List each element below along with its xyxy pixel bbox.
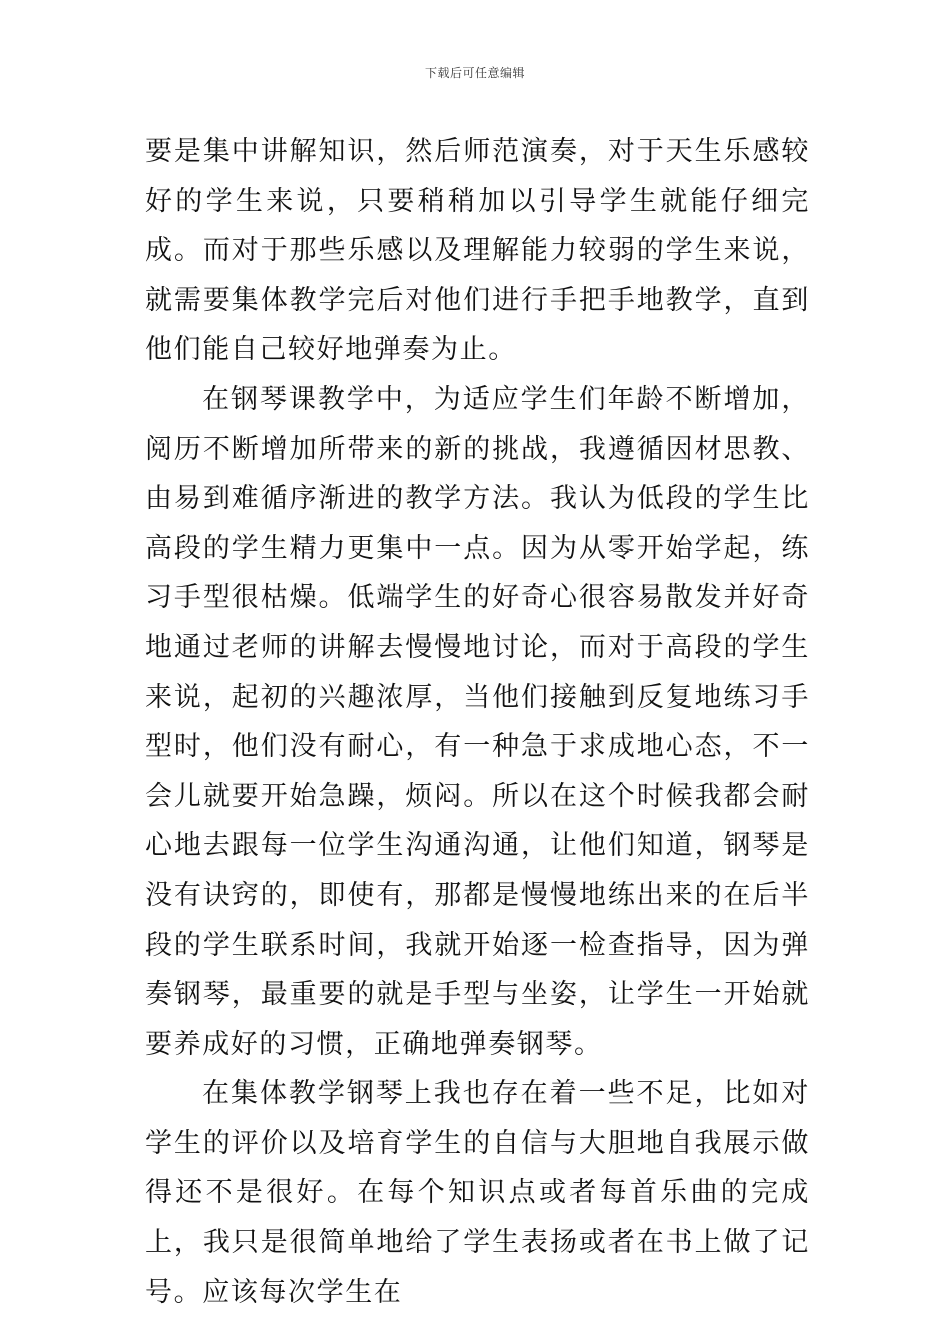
header-note: 下载后可任意编辑 (424, 66, 525, 80)
paragraph-2: 在钢琴课教学中，为适应学生们年龄不断增加，阅历不断增加所带来的新的挑战，我遵循因材思教、由易到难循序渐进的教学方法。我认为低段的学生比高段的学生精力更集中一点。因为从零开始学起，练习手型很枯燥。低端学生的好奇心很容易散发并好奇地通过老师的讲解去慢慢地讨论，而对于高段的学生来说，起初的兴趣浓厚，当他们接触到反复地练习手型时，他们没有耐心，有一种急于求成地心态，不一会儿就要开始急躁，烦闷。所以在这个时候我都会耐心地去跟每一位学生沟通沟通，让他们知道，钢琴是没有诀窍的，即使有，那都是慢慢地练出来的在后半段的学生联系时间，我就开始逐一检查指导，因为弹奏钢琴，最重要的就是手型与坐姿，让学生一开始就要养成好的习惯，正确地弹奏钢琴。 (145, 383, 810, 1060)
document-body (145, 127, 810, 1317)
paragraph-1: 要是集中讲解知识，然后师范演奏，对于天生乐感较好的学生来说，只要稍稍加以引导学生就能仔细完成。而对于那些乐感以及理解能力较弱的学生来说，就需要集体教学完后对他们进行手把手地教学，直到他们能自己较好地弹奏为止。 (145, 136, 810, 366)
paragraph-3: 在集体教学钢琴上我也存在着一些不足，比如对学生的评价以及培育学生的自信与大胆地自我展示做得还不是很好。在每个知识点或者每首乐曲的完成上，我只是很简单地给了学生表扬或者在书上做了记号。应该每次学生在 (145, 1078, 810, 1308)
